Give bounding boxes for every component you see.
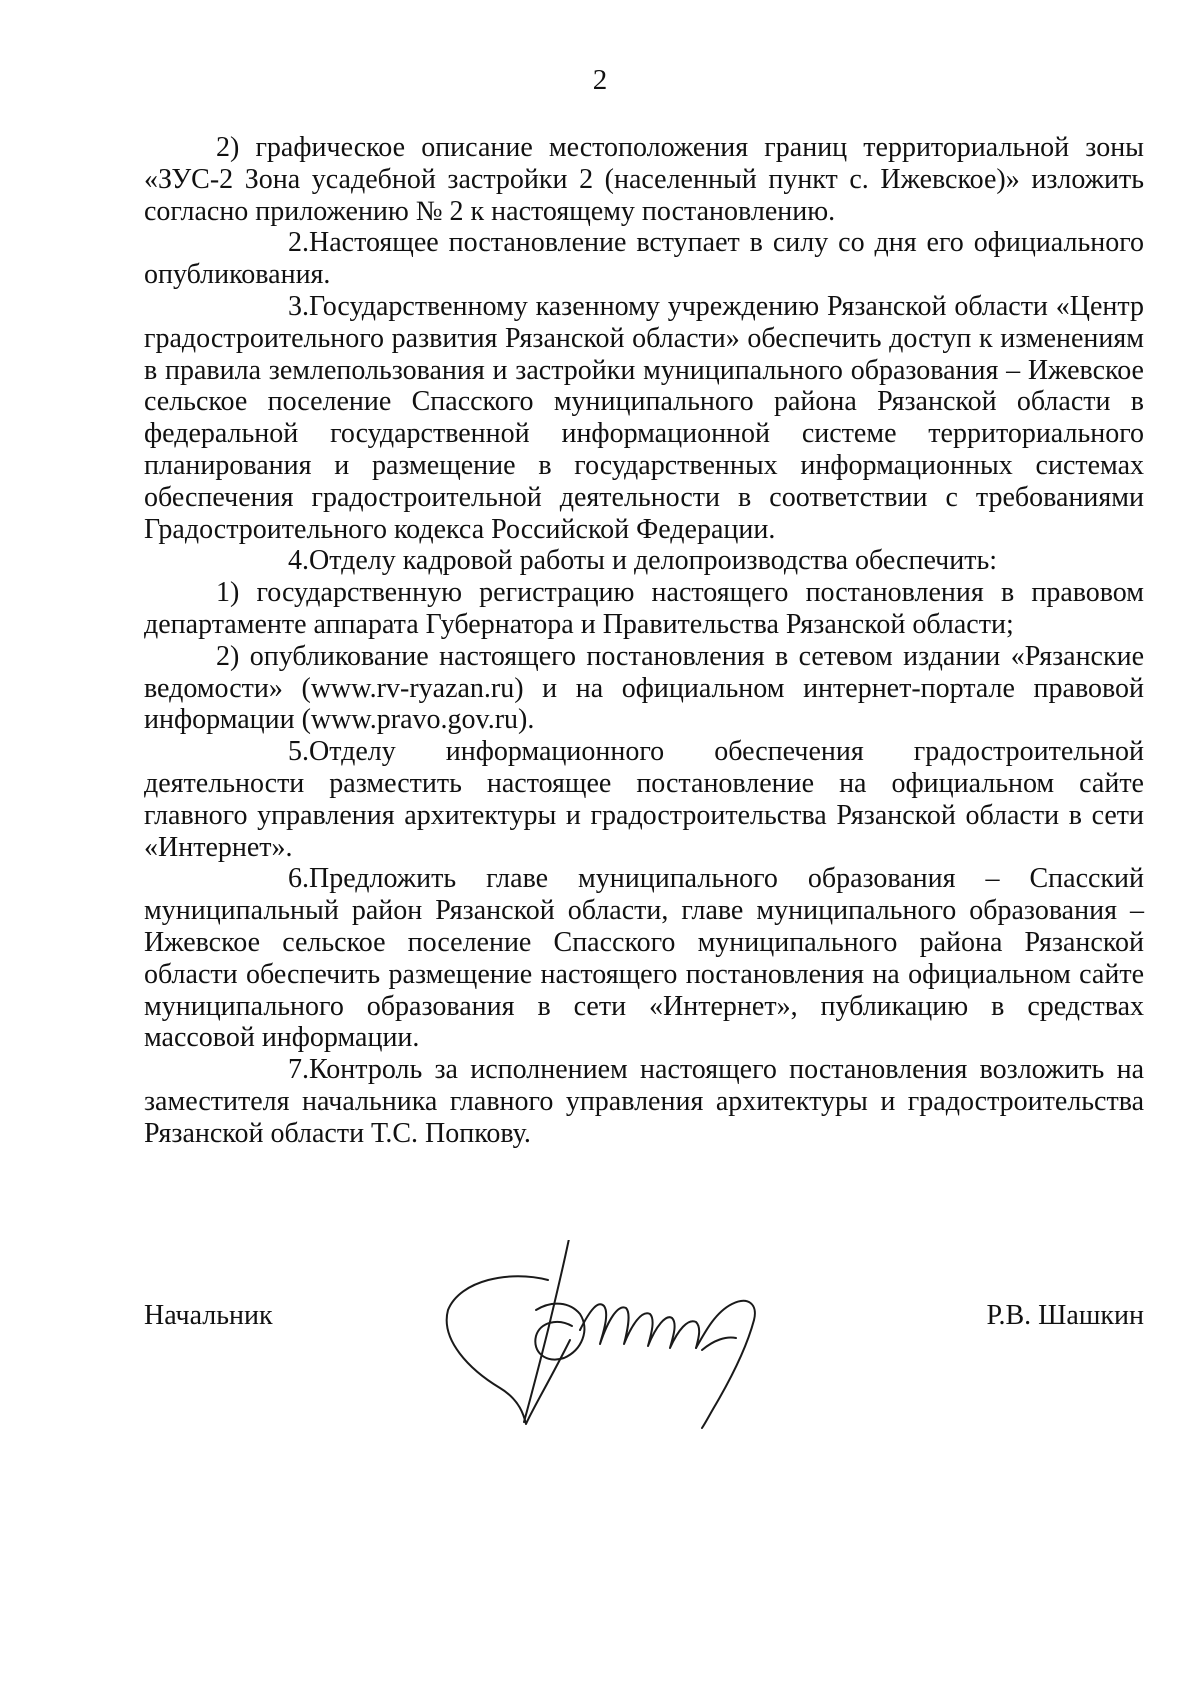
paragraph-text: 2) графическое описание местоположения границ территориальной зоны «ЗУС-2 Зона усадебной застройки 2 (населенный пункт с. Ижевское)» изложить согласно приложению № 2 к настоящему постановлению. (144, 132, 1144, 227)
signatory-position: Начальник (144, 1300, 273, 1331)
paragraph-6-municipal-heads (144, 863, 1144, 1054)
paragraph-4-personnel-department (144, 545, 1144, 577)
paragraph-number: 5. (288, 736, 309, 768)
paragraph-2-entry-into-force (144, 227, 1144, 291)
paragraph-number: 7. (288, 1054, 309, 1086)
paragraph-4-2-publication (144, 641, 1144, 736)
paragraph-text: Предложить главе муниципального образования – Спасский муниципальный район Рязанской области, главе муниципального образования – Ижевское сельское поселение Спасского муниципального района Рязанской области обеспечить размещение настоящего постановления на официальном сайте муниципального образования в сети «Интернет», публикацию в средствах массовой информации. (144, 863, 1144, 1054)
paragraph-5-website-posting (144, 736, 1144, 863)
paragraph-7-control (144, 1054, 1144, 1149)
paragraph-text: 1) государственную регистрацию настоящего постановления в правовом департаменте аппарата Губернатора и Правительства Рязанской области; (144, 577, 1144, 640)
document-body (144, 132, 1144, 1150)
paragraph-text: Отделу информационного обеспечения градостроительной деятельности разместить настоящее постановление на официальном сайте главного управления архитектуры и градостроительства Рязанской области в сети «Интернет». (144, 736, 1144, 863)
signatory-name: Р.В. Шашкин (986, 1300, 1144, 1331)
paragraph-text: Отделу кадровой работы и делопроизводства обеспечить: (309, 545, 998, 577)
paragraph-4-1-registration (144, 577, 1144, 641)
paragraph-text: Настоящее постановление вступает в силу со дня его официального опубликования. (144, 227, 1144, 291)
page-number: 2 (592, 64, 608, 96)
signature-block (144, 1300, 1144, 1340)
paragraph-text: Контроль за исполнением настоящего постановления возложить на заместителя начальника главного управления архитектуры и градостроительства Рязанской области Т.С. Попкову. (144, 1054, 1144, 1149)
paragraph-text: 2) опубликование настоящего постановления в сетевом издании «Рязанские ведомости» (www.rv-ryazan.ru) и на официальном интернет-портале правовой информации (www.pravo.gov.ru). (144, 640, 1144, 736)
paragraph-text: Государственному казенному учреждению Рязанской области «Центр градостроительного развития Рязанской области» обеспечить доступ к изменениям в правила землепользования и застройки муниципального образования – Ижевское сельское поселение Спасского муниципального района Рязанской области в федеральной государственной информационной системе территориального планирования и размещение в государственных информационных системах обеспечения градостроительной деятельности в соответствии с требованиями Градостроительного кодекса Российской Федерации. (144, 290, 1144, 545)
paragraph-number: 3. (288, 290, 309, 322)
paragraph-number: 6. (288, 863, 309, 895)
paragraph-3-access-provision (144, 291, 1144, 545)
paragraph-number: 2. (288, 227, 309, 259)
paragraph-item-2-graphic-description (144, 132, 1144, 227)
paragraph-number: 4. (288, 545, 309, 577)
